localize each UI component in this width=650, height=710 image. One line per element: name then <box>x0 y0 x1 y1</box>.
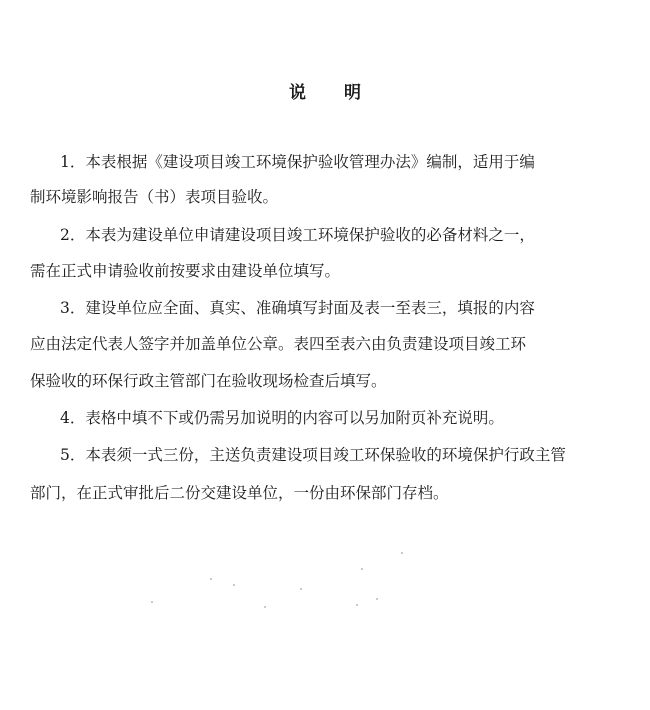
scan-speck <box>210 578 212 580</box>
paragraph-3-line-3: 保验收的环保行政主管部门在验收现场检查后填写。 <box>30 372 387 390</box>
scan-speck <box>401 552 403 554</box>
title-char-1: 说 <box>289 83 306 103</box>
scan-speck <box>376 598 378 600</box>
title-char-2: 明 <box>344 83 361 103</box>
paragraph-3-line-2: 应由法定代表人签字并加盖单位公章。表四至表六由负责建设项目竣工环 <box>30 335 527 353</box>
scan-speck <box>300 588 302 590</box>
scan-speck <box>356 604 358 606</box>
paragraph-2-line-2: 需在正式申请验收前按要求由建设单位填写。 <box>30 262 341 280</box>
paragraph-4-line-1: 4．表格中填不下或仍需另加说明的内容可以另加附页补充说明。 <box>60 409 504 427</box>
paragraph-2-line-1: 2．本表为建设单位申请建设项目竣工环境保护验收的必备材料之一， <box>60 226 535 244</box>
paragraph-3-line-1: 3．建设单位应全面、真实、准确填写封面及表一至表三，填报的内容 <box>60 299 535 317</box>
paragraph-5-line-1: 5．本表须一式三份，主送负责建设项目竣工环保验收的环境保护行政主管 <box>60 446 566 464</box>
page-title <box>0 78 650 103</box>
paragraph-1-line-2: 制环境影响报告（书）表项目验收。 <box>30 188 279 206</box>
paragraph-5-line-2: 部门，在正式审批后二份交建设单位，一份由环保部门存档。 <box>30 484 449 502</box>
scan-speck <box>361 568 363 570</box>
paragraph-1-line-1: 1．本表根据《建设项目竣工环境保护验收管理办法》编制，适用于编 <box>60 153 535 171</box>
scan-speck <box>233 584 235 586</box>
scan-speck <box>151 601 153 603</box>
scan-speck <box>264 606 266 608</box>
